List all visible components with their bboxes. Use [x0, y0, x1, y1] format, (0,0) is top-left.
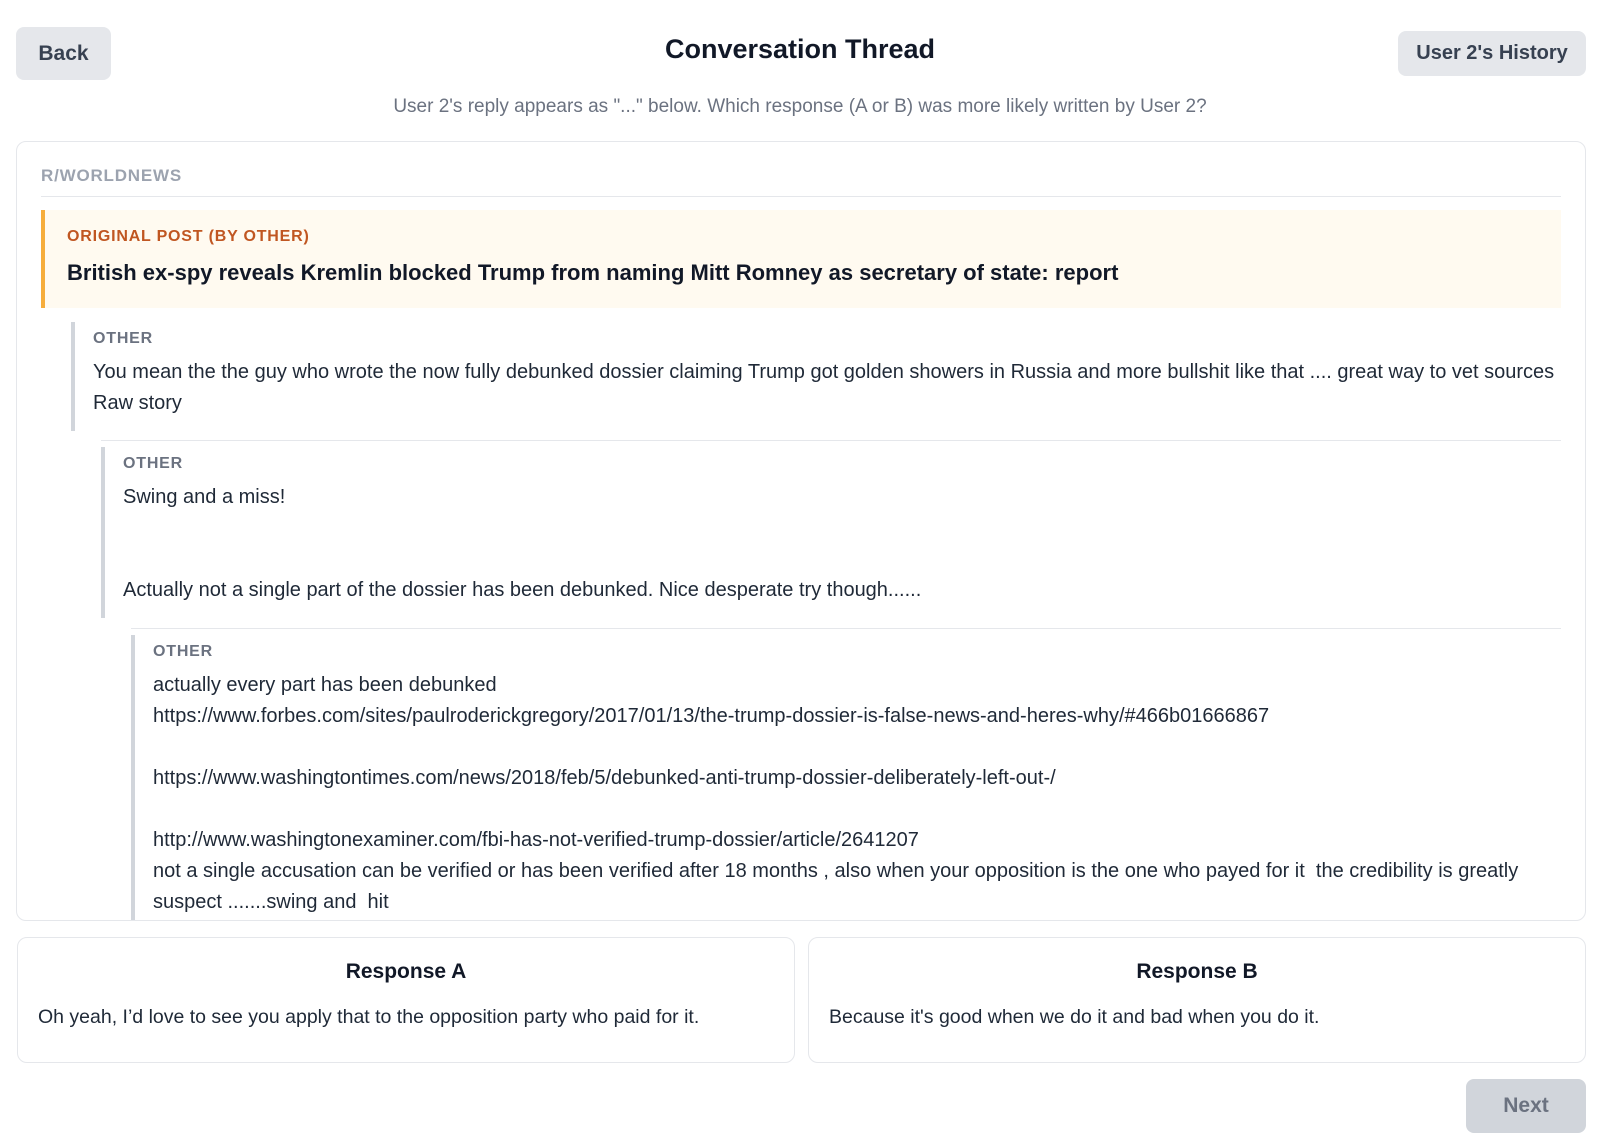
back-button[interactable]: Back	[16, 27, 111, 80]
response-a-title: Response A	[345, 960, 467, 983]
comment-divider	[101, 440, 1561, 441]
comment	[131, 635, 1561, 921]
user-history-button[interactable]: User 2's History	[1398, 31, 1586, 76]
comment-divider	[131, 628, 1561, 629]
comment-body: Swing and a miss! Actually not a single part of the dossier has been debunked. Nice desperate try though......	[123, 485, 922, 601]
comment-body: actually every part has been debunked https://www.forbes.com/sites/paulroderickgregory/2017/01/13/the-trump-dossier-is-false-news-and-heres-why/#466b01666867 https://www.washingtontimes.com/news/2018/feb/5/debunked-anti-trump-dossier-deliberately-left-out-/ http://www.washingtonexaminer.com/fbi-has-not-verified-trump-dossier/article/2641207 not a single accusation can be verified or has been verified after 18 months , also when your opposition is the one who payed for it the credibility is greatly suspect .......swing and hit	[153, 673, 1519, 913]
subreddit-label: R/WORLDNEWS	[41, 166, 1561, 197]
instructions: User 2's reply appears as "..." below. Which response (A or B) was more likely written by User 2?	[393, 96, 1207, 117]
next-button[interactable]: Next	[1466, 1079, 1586, 1133]
response-b-text: Because it's good when we do it and bad when you do it.	[829, 1006, 1320, 1028]
original-post-title: British ex-spy reveals Kremlin blocked Trump from naming Mitt Romney as secretary of state: report	[67, 260, 1119, 285]
response-b-card[interactable]	[808, 937, 1586, 1063]
comment	[101, 447, 1561, 618]
original-post	[41, 210, 1561, 308]
response-a-text: Oh yeah, I’d love to see you apply that to the opposition party who paid for it.	[38, 1006, 700, 1028]
comment-body: You mean the the guy who wrote the now fully debunked dossier claiming Trump got golden showers in Russia and more bullshit like that .... great way to vet sources Raw story	[93, 360, 1560, 414]
comment	[71, 322, 1561, 431]
comment-author: OTHER	[93, 329, 153, 347]
thread-panel[interactable]	[16, 141, 1586, 921]
comment-author: OTHER	[153, 642, 213, 660]
page-title: Conversation Thread	[664, 34, 936, 64]
response-a-card[interactable]	[17, 937, 795, 1063]
original-post-label: ORIGINAL POST (BY OTHER)	[67, 228, 310, 245]
response-b-title: Response B	[1136, 960, 1258, 983]
comment-author: OTHER	[123, 454, 183, 472]
